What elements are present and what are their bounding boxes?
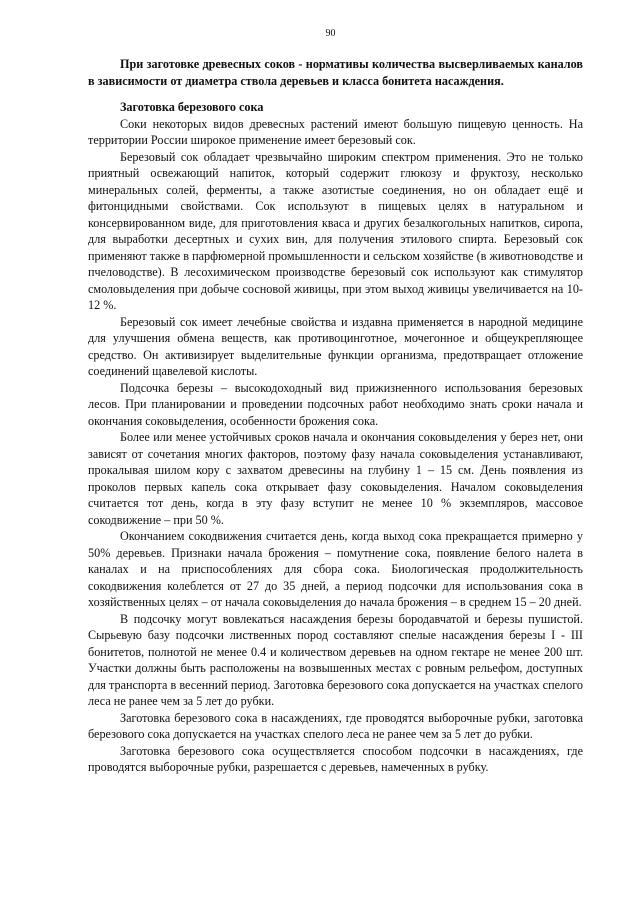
document-page [88, 28, 583, 776]
paragraph: Окончанием сокодвижения считается день, когда выход сока прекращается примерно у 50% деревьев. Признаки начала брожения – помутнение сока, появление белого налета в каналах и на приспособлениях для сбора сока. Биологическая продолжительность сокодвижения колеблется от 27 до 35 дней, а период подсочки для использования сока в хозяйственных целях – от начала соковыделения до начала брожения – в среднем 15 – 20 дней. [88, 529, 583, 609]
section-title: Заготовка березового сока [120, 100, 264, 114]
paragraph: В подсочку могут вовлекаться насаждения березы бородавчатой и березы пушистой. Сырьевую базу подсочки лиственных пород составляют спелые насаждения березы I - III бонитетов, полнотой не менее 0.4 и количеством деревьев на одном гектаре не менее 200 шт. Участки должны быть расположены на возвышенных местах с ровным рельефом, доступных для транспорта в весенний период. Заготовка березового сока допускается на участках спелого леса не ранее чем за 5 лет до рубки. [88, 611, 583, 708]
paragraph: Подсочка березы – высокодоходный вид прижизненного использования березовых лесов. При планировании и проведении подсочных работ необходимо знать сроки начала и окончания соковыделения, особенности брожения сока. [88, 380, 583, 428]
document-heading: При заготовке древесных соков - нормативы количества высверливаемых каналов в зависимости от диаметра ствола деревьев и класса бонитета насаждения. [88, 57, 583, 88]
paragraph: Соки некоторых видов древесных растений имеют большую пищевую ценность. На территории России широкое применение имеет березовый сок. [88, 116, 583, 147]
paragraph: Березовый сок обладает чрезвычайно широким спектром применения. Это не только приятный освежающий напиток, который содержит глюкозу и фруктозу, несколько минеральных солей, ферменты, а также азотистые соединения, но он обладает ещё и фитонцидными свойствами. Сок используют в пищевых целях в натуральном и консервированном виде, для приготовления кваса и других безалкогольных напитков, сиропа, для выработки десертных и сухих вин, для получения этилового спирта. Березовый сок применяют также в парфюмерной промышленности и сельском хозяйстве (в животноводстве и пчеловодстве). В лесохимическом производстве березовый сок используют как стимулятор смоловыделения при добыче сосновой живицы, при этом выход живицы увеличивается на 10-12 %. [88, 149, 583, 312]
paragraph: Заготовка березового сока в насаждениях, где проводятся выборочные рубки, заготовка березового сока допускается на участках спелого леса не ранее чем за 5 лет до рубки. [88, 710, 583, 741]
paragraph: Заготовка березового сока осуществляется способом подсочки в насаждениях, где проводятся выборочные рубки, разрешается с деревьев, намеченных в рубку. [88, 743, 583, 774]
paragraph: Березовый сок имеет лечебные свойства и издавна применяется в народной медицине для улучшения обмена веществ, как противоцинготное, мочегонное и общеукрепляющее средство. Он активизирует выделительные функции организма, предотвращает отложение соединений щавелевой кислоты. [88, 314, 583, 378]
page-number: 90 [325, 28, 336, 39]
paragraph: Более или менее устойчивых сроков начала и окончания соковыделения у берез нет, они зависят от сочетания многих факторов, поэтому фазу начала соковыделения устанавливают, прокалывая шилом кору с захватом древесины на глубину 1 – 15 см. День появления из проколов первых капель сока открывает фазу соковыделения. Началом соковыделения считается тот день, когда в эту фазу вступит не менее 10 % экземпляров, массовое сокодвижение – при 50 %. [88, 430, 583, 527]
